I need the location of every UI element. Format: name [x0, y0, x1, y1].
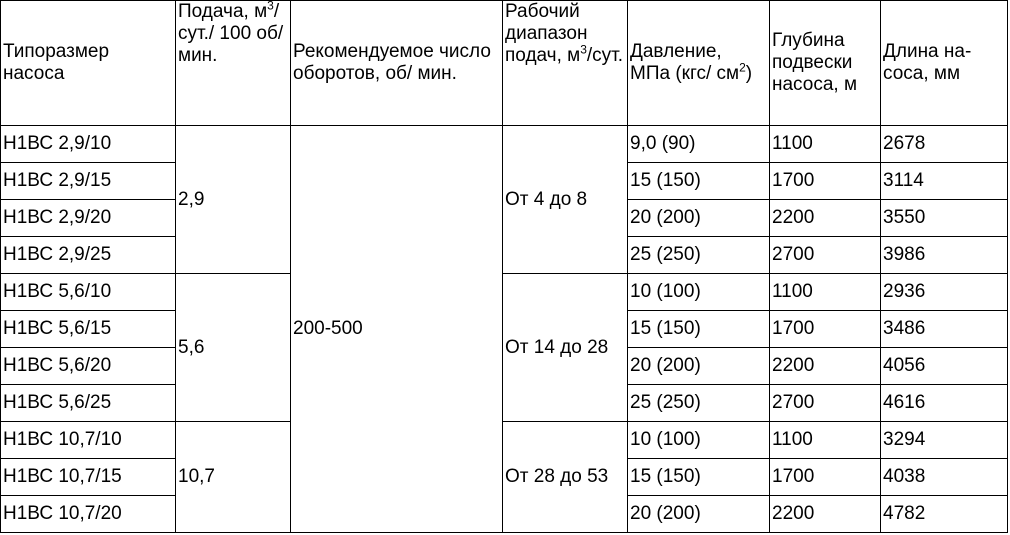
table-row [1, 126, 1008, 163]
cell-size: Н1ВС 10,7/10 [1, 422, 176, 459]
cell-length: 3114 [881, 163, 1008, 200]
header-pressure-sup: 2 [739, 60, 746, 75]
table-body [1, 126, 1008, 533]
cell-pressure: 10 (100) [628, 274, 770, 311]
header-range-text-a: Рабочий диапазон подач, м [505, 1, 588, 66]
header-range-sup: 3 [580, 42, 587, 57]
header-range-text-b: /сут. [586, 45, 624, 66]
cell-pressure: 10 (100) [628, 422, 770, 459]
cell-pressure: 20 (200) [628, 348, 770, 385]
cell-depth: 1100 [770, 274, 881, 311]
cell-size: Н1ВС 2,9/20 [1, 200, 176, 237]
header-row [1, 1, 1008, 126]
cell-length: 3294 [881, 422, 1008, 459]
cell-size: Н1ВС 5,6/10 [1, 274, 176, 311]
header-depth: Глубина подвески насоса, м [770, 1, 881, 126]
cell-pressure: 15 (150) [628, 163, 770, 200]
header-pressure-text-b: ) [745, 63, 753, 84]
header-range [503, 1, 628, 126]
cell-length: 3486 [881, 311, 1008, 348]
cell-supply: 10,7 [176, 422, 291, 533]
cell-depth: 1100 [770, 126, 881, 163]
cell-pressure: 15 (150) [628, 459, 770, 496]
cell-size: Н1ВС 10,7/15 [1, 459, 176, 496]
cell-size: Н1ВС 5,6/25 [1, 385, 176, 422]
cell-pressure: 25 (250) [628, 385, 770, 422]
table-row [1, 422, 1008, 459]
cell-depth: 2200 [770, 200, 881, 237]
cell-length: 3550 [881, 200, 1008, 237]
cell-rpm: 200-500 [291, 126, 503, 533]
cell-length: 4038 [881, 459, 1008, 496]
cell-size: Н1ВС 2,9/25 [1, 237, 176, 274]
cell-length: 2936 [881, 274, 1008, 311]
cell-size: Н1ВС 2,9/15 [1, 163, 176, 200]
cell-supply: 5,6 [176, 274, 291, 422]
cell-size: Н1ВС 2,9/10 [1, 126, 176, 163]
cell-pressure: 15 (150) [628, 311, 770, 348]
table-row [1, 274, 1008, 311]
cell-size: Н1ВС 5,6/20 [1, 348, 176, 385]
header-pressure [628, 1, 770, 126]
header-length: Длина на-соса, мм [881, 1, 1008, 126]
header-pressure-text-a: Давление, МПа (кгс/ см [630, 41, 740, 84]
cell-depth: 2200 [770, 348, 881, 385]
cell-length: 3986 [881, 237, 1008, 274]
header-supply-text-a: Подача, м [178, 1, 268, 22]
cell-pressure: 9,0 (90) [628, 126, 770, 163]
header-supply-text-b: /сут./ 100 об/ мин. [178, 1, 284, 66]
cell-size: Н1ВС 5,6/15 [1, 311, 176, 348]
cell-depth: 1700 [770, 311, 881, 348]
cell-depth: 1700 [770, 459, 881, 496]
cell-depth: 2700 [770, 237, 881, 274]
cell-range: От 4 до 8 [503, 126, 628, 274]
cell-depth: 1100 [770, 422, 881, 459]
cell-pressure: 20 (200) [628, 496, 770, 533]
header-size: Типоразмер насоса [1, 1, 176, 126]
header-supply [176, 1, 291, 126]
header-supply-sup: 3 [267, 0, 274, 13]
cell-length: 4782 [881, 496, 1008, 533]
header-rpm: Рекомендуемое число оборотов, об/ мин. [291, 1, 503, 126]
cell-depth: 2700 [770, 385, 881, 422]
cell-length: 4056 [881, 348, 1008, 385]
cell-supply: 2,9 [176, 126, 291, 274]
cell-depth: 2200 [770, 496, 881, 533]
cell-length: 4616 [881, 385, 1008, 422]
cell-pressure: 20 (200) [628, 200, 770, 237]
cell-length: 2678 [881, 126, 1008, 163]
cell-size: Н1ВС 10,7/20 [1, 496, 176, 533]
cell-range: От 14 до 28 [503, 274, 628, 422]
cell-range: От 28 до 53 [503, 422, 628, 533]
cell-depth: 1700 [770, 163, 881, 200]
cell-pressure: 25 (250) [628, 237, 770, 274]
